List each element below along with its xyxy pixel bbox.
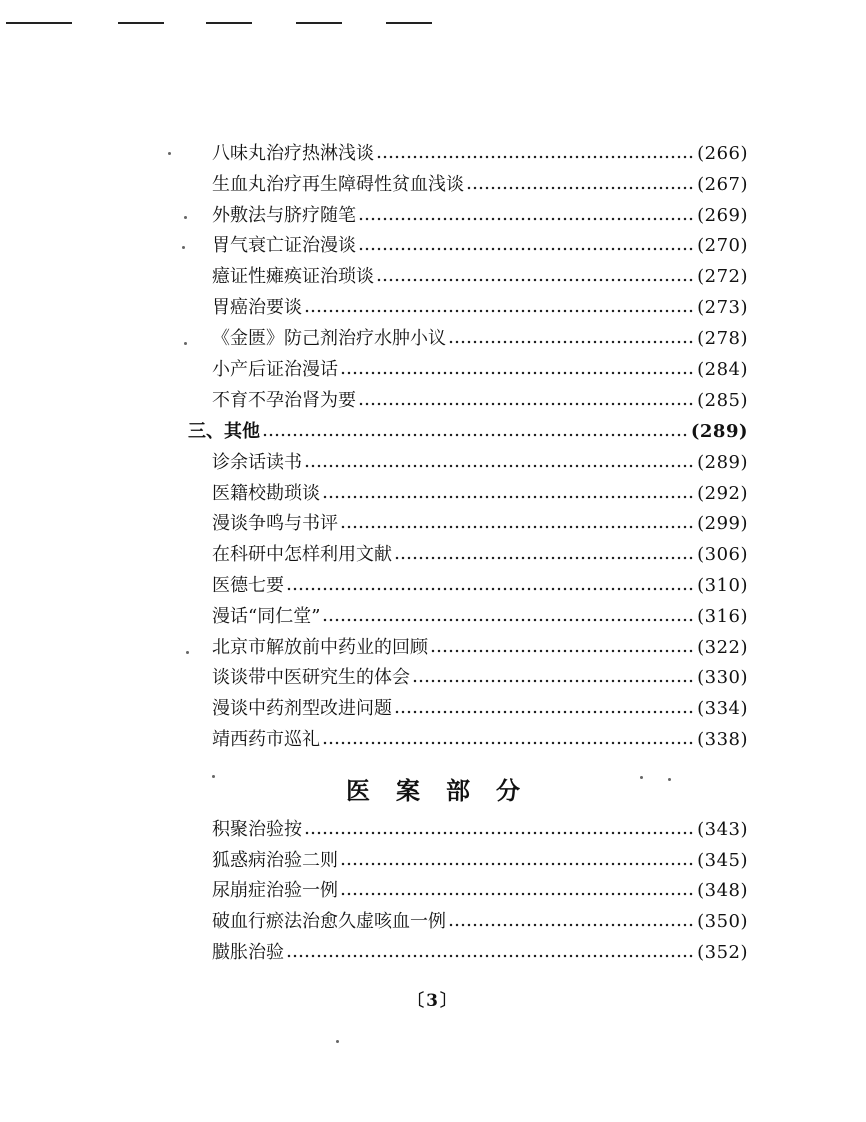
header-rule <box>386 22 432 24</box>
toc-entry-title: 八味丸治疗热淋浅谈 <box>212 143 374 164</box>
toc-entry[interactable] <box>212 909 748 935</box>
toc-entry-title: 《金匮》防己剂治疗水肿小议 <box>212 328 446 349</box>
toc-entry-title: 狐惑病治验二则 <box>212 850 338 871</box>
dot-leader <box>376 264 695 290</box>
toc-section-heading[interactable] <box>188 419 748 445</box>
toc-entry[interactable] <box>212 295 748 321</box>
dot-leader <box>322 481 695 507</box>
toc-entry-title: 在科研中怎样利用文献 <box>212 544 392 565</box>
toc-entry-page: (270) <box>697 235 748 256</box>
toc-entry-page: (343) <box>697 819 748 840</box>
toc-entry-page: (338) <box>697 729 748 750</box>
scan-speck <box>212 775 215 778</box>
toc-entry-title: 谈谈带中医研究生的体会 <box>212 667 410 688</box>
toc-entry[interactable] <box>212 264 748 290</box>
toc-entry-title: 漫谈中药剂型改进问题 <box>212 698 392 719</box>
header-rule <box>6 22 72 24</box>
toc-entry[interactable] <box>212 878 748 904</box>
toc-entry-title: 靖西药市巡礼 <box>212 729 320 750</box>
toc-entry[interactable] <box>212 141 748 167</box>
toc-entry-page: (316) <box>697 606 748 627</box>
toc-entry-page: (348) <box>697 880 748 901</box>
toc-entry[interactable] <box>212 604 748 630</box>
toc-entry-title: 尿崩症治验一例 <box>212 880 338 901</box>
toc-entry[interactable] <box>212 357 748 383</box>
scan-speck <box>640 776 643 779</box>
toc-entry-page: (345) <box>697 850 748 871</box>
scan-speck <box>668 778 671 781</box>
dot-leader <box>412 665 695 691</box>
toc-entry[interactable] <box>212 203 748 229</box>
toc-entry[interactable] <box>212 665 748 691</box>
toc-entry-page: (306) <box>697 544 748 565</box>
dot-leader <box>358 388 695 414</box>
toc-entry-page: (267) <box>697 174 748 195</box>
page-number: 〔3〕 <box>407 991 459 1011</box>
header-rule <box>118 22 164 24</box>
toc-entry-page: (334) <box>697 698 748 719</box>
dot-leader <box>286 573 695 599</box>
toc-entry[interactable] <box>212 326 748 352</box>
toc-entry[interactable] <box>212 940 748 966</box>
toc-entry-page: (350) <box>697 911 748 932</box>
toc-entry[interactable] <box>212 817 748 843</box>
toc-entry-title: 胃癌治要谈 <box>212 297 302 318</box>
toc-entry[interactable] <box>212 511 748 537</box>
toc-entry[interactable] <box>212 573 748 599</box>
scan-speck <box>168 152 171 155</box>
toc-entry-title: 医籍校勘琐谈 <box>212 483 320 504</box>
scan-speck <box>184 342 187 345</box>
toc-entry-title: 胃气衰亡证治漫谈 <box>212 235 356 256</box>
toc-entry[interactable] <box>212 848 748 874</box>
toc-entry-page: (273) <box>697 297 748 318</box>
toc-entry-page: (266) <box>697 143 748 164</box>
toc-entry-page: (322) <box>697 637 748 658</box>
toc-entry-title: 癔证性瘫痪证治琐谈 <box>212 266 374 287</box>
toc-section-title: 三、其他 <box>188 421 260 442</box>
dot-leader <box>376 141 695 167</box>
toc-entry-page: (292) <box>697 483 748 504</box>
toc-entry-page: (310) <box>697 575 748 596</box>
dot-leader <box>448 326 695 352</box>
scan-speck <box>184 216 187 219</box>
dot-leader <box>322 727 695 753</box>
toc-entry-title: 诊余话读书 <box>212 452 302 473</box>
dot-leader <box>322 604 695 630</box>
header-rule <box>206 22 252 24</box>
toc-entry-title: 臌胀治验 <box>212 942 284 963</box>
dot-leader <box>304 450 695 476</box>
toc-entry-page: (269) <box>697 205 748 226</box>
toc-entry-title: 医德七要 <box>212 575 284 596</box>
toc-entry[interactable] <box>212 172 748 198</box>
toc-entry-title: 不育不孕治肾为要 <box>212 390 356 411</box>
toc-entry-page: (352) <box>697 942 748 963</box>
dot-leader <box>304 817 695 843</box>
scan-speck <box>182 246 185 249</box>
toc-entry[interactable] <box>212 481 748 507</box>
dot-leader <box>340 878 695 904</box>
dot-leader <box>394 696 695 722</box>
dot-leader <box>340 357 695 383</box>
toc-entry-title: 破血行瘀法治愈久虚咳血一例 <box>212 911 446 932</box>
toc-entry[interactable] <box>212 635 748 661</box>
dot-leader <box>394 542 695 568</box>
toc-entry-page: (299) <box>697 513 748 534</box>
part-heading: 医案部分 <box>346 776 546 805</box>
toc-entry-title: 生血丸治疗再生障碍性贫血浅谈 <box>212 174 464 195</box>
toc-entry[interactable] <box>212 542 748 568</box>
toc-entry[interactable] <box>212 727 748 753</box>
dot-leader <box>340 848 695 874</box>
toc-entry-title: 外敷法与脐疗随笔 <box>212 205 356 226</box>
dot-leader <box>286 940 695 966</box>
toc-entry-title: 小产后证治漫话 <box>212 359 338 380</box>
dot-leader <box>358 233 695 259</box>
dot-leader <box>262 419 689 445</box>
toc-entry[interactable] <box>212 450 748 476</box>
toc-entry-page: (285) <box>697 390 748 411</box>
toc-entry-page: (272) <box>697 266 748 287</box>
toc-entry-page: (278) <box>697 328 748 349</box>
toc-section-page: (289) <box>690 421 748 442</box>
toc-entry-page: (284) <box>697 359 748 380</box>
dot-leader <box>430 635 695 661</box>
toc-entry-title: 北京市解放前中药业的回顾 <box>212 637 428 658</box>
dot-leader <box>304 295 695 321</box>
header-rule <box>296 22 342 24</box>
toc-entry-page: (330) <box>697 667 748 688</box>
toc-entry-page: (289) <box>697 452 748 473</box>
toc-entry-title: 漫话“同仁堂” <box>212 606 321 627</box>
toc-entry-title: 漫谈争鸣与书评 <box>212 513 338 534</box>
toc-entry[interactable] <box>212 696 748 722</box>
toc-entry-title: 积聚治验按 <box>212 819 302 840</box>
dot-leader <box>340 511 695 537</box>
scan-speck <box>336 1040 339 1043</box>
toc-entry[interactable] <box>212 388 748 414</box>
dot-leader <box>466 172 695 198</box>
toc-entry[interactable] <box>212 233 748 259</box>
dot-leader <box>358 203 695 229</box>
dot-leader <box>448 909 695 935</box>
scan-speck <box>186 651 189 654</box>
